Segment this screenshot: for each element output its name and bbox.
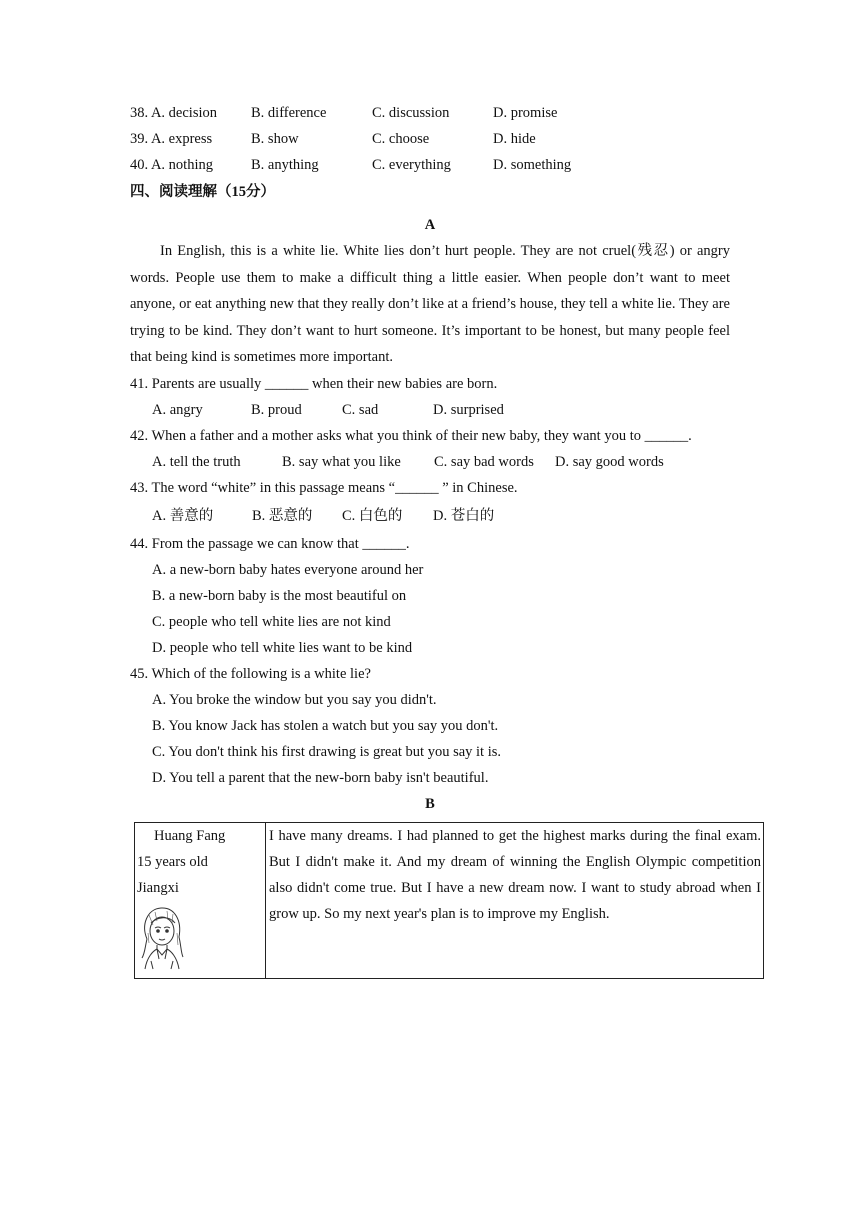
option-c: C. 白色的 bbox=[342, 507, 403, 524]
option-c: C. everything bbox=[372, 157, 451, 173]
option-b: B. anything bbox=[251, 157, 319, 173]
option-b: B. say what you like bbox=[282, 453, 401, 470]
option-c: C. say bad words bbox=[434, 453, 534, 470]
passage-b-title: B bbox=[425, 795, 435, 812]
option-a: 40. A. nothing bbox=[130, 157, 213, 173]
profile-age: 15 years old bbox=[137, 854, 208, 870]
option-c: C. discussion bbox=[372, 105, 450, 121]
option-d: D. 苍白的 bbox=[433, 507, 495, 524]
question-41-options bbox=[130, 397, 730, 423]
option-d: D. something bbox=[493, 157, 572, 173]
question-42-options bbox=[130, 449, 730, 475]
question-38-options bbox=[130, 100, 730, 126]
option-c: C. sad bbox=[342, 401, 379, 418]
question-44-option-b: B. a new-born baby is the most beautiful on bbox=[152, 587, 407, 604]
question-42-stem: 42. When a father and a mother asks what you think of their new baby, they want you to ______. bbox=[130, 427, 692, 444]
profile-table bbox=[134, 822, 764, 979]
question-41-stem: 41. Parents are usually ______ when their new babies are born. bbox=[130, 375, 498, 392]
option-b: B. 恶意的 bbox=[252, 507, 313, 524]
option-b: B. difference bbox=[251, 105, 327, 121]
option-b: B. proud bbox=[251, 401, 302, 418]
question-43-stem: 43. The word “white” in this passage means “______ ” in Chinese. bbox=[130, 479, 518, 496]
question-44-option-d: D. people who tell white lies want to be kind bbox=[152, 639, 413, 656]
question-40-options bbox=[130, 152, 730, 178]
profile-place: Jiangxi bbox=[137, 880, 179, 896]
question-39-options bbox=[130, 126, 730, 152]
girl-avatar-icon bbox=[137, 903, 187, 971]
question-45-option-b: B. You know Jack has stolen a watch but you say you don't. bbox=[152, 717, 499, 734]
section-heading: 四、阅读理解（15分） bbox=[130, 184, 275, 200]
question-43-options bbox=[130, 501, 730, 531]
profile-name: Huang Fang bbox=[154, 828, 226, 844]
option-d: D. hide bbox=[493, 131, 536, 147]
exam-page bbox=[130, 100, 730, 817]
question-45-option-c: C. You don't think his first drawing is great but you say it is. bbox=[152, 743, 502, 760]
question-45-option-d: D. You tell a parent that the new-born baby isn't beautiful. bbox=[152, 769, 489, 786]
passage-a-text: In English, this is a white lie. White lies don’t hurt people. They are not cruel(残忍) or angry words. People use them to make a difficult thing a little easier. When people don’t want to meet anyone, or eat anything new that they really don’t like at a friend’s house, they tell a white lie. They are trying to be kind. They don’t want to hurt someone. It’s important to be honest, but many people feel that being kind is sometimes more important. bbox=[130, 243, 730, 365]
profile-info-cell bbox=[135, 823, 266, 978]
question-45-stem: 45. Which of the following is a white lie? bbox=[130, 665, 371, 682]
option-d: D. promise bbox=[493, 105, 558, 121]
option-b: B. show bbox=[251, 131, 299, 147]
question-44-stem: 44. From the passage we can know that ______. bbox=[130, 535, 410, 552]
option-c: C. choose bbox=[372, 131, 430, 147]
option-a: 38. A. decision bbox=[130, 105, 217, 121]
option-d: D. say good words bbox=[555, 453, 664, 470]
passage-a-title: A bbox=[424, 217, 436, 233]
option-a: A. tell the truth bbox=[152, 453, 241, 470]
question-44-option-a: A. a new-born baby hates everyone around her bbox=[152, 561, 424, 578]
question-45-option-a: A. You broke the window but you say you didn't. bbox=[152, 691, 437, 708]
question-44-option-c: C. people who tell white lies are not kind bbox=[152, 613, 391, 630]
option-a: 39. A. express bbox=[130, 131, 213, 147]
profile-dream-text: I have many dreams. I had planned to get the highest marks during the final exam. But I didn't make it. And my dream of winning the English Olympic competition also didn't come true. But I have a new dream now. I want to study abroad when I grow up. So my next year's plan is to improve my English. bbox=[269, 828, 761, 922]
option-a: A. angry bbox=[152, 401, 203, 418]
option-a: A. 善意的 bbox=[152, 507, 214, 524]
option-d: D. surprised bbox=[433, 401, 504, 418]
